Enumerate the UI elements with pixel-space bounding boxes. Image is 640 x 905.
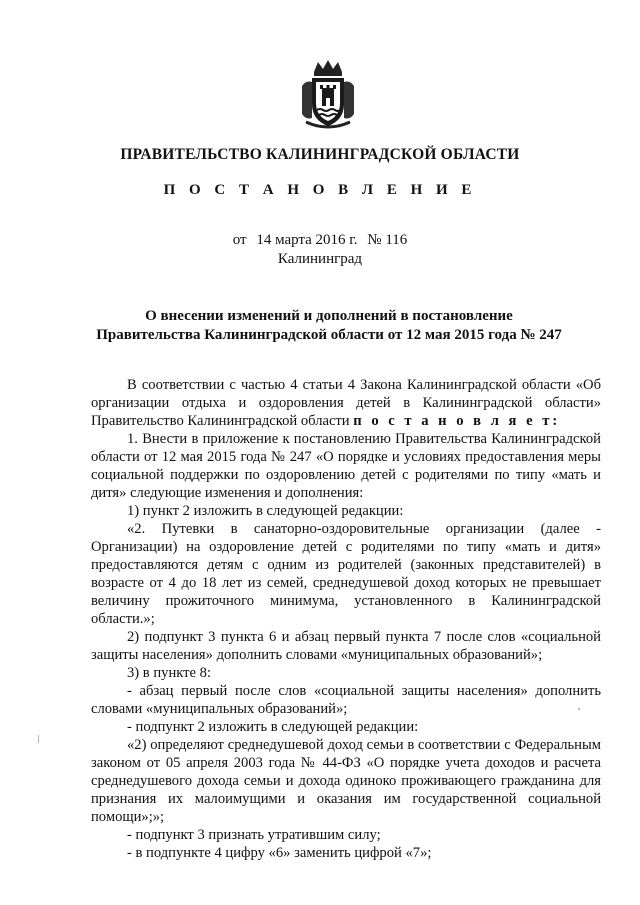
scan-artifact xyxy=(578,708,580,710)
document-subject: О внесении изменений и дополнений в постановление Правительства Калининградской области от 12 мая 2015 года № 247 xyxy=(96,308,562,343)
document-number: № 116 xyxy=(367,232,408,248)
document-city: Калининград xyxy=(277,251,363,267)
document-date: 14 марта 2016 г. xyxy=(256,232,358,248)
paragraph: 1) пункт 2 изложить в следующей редакции: xyxy=(127,503,404,519)
coat-of-arms-icon xyxy=(298,58,358,130)
document-type: П О С Т А Н О В Л Е Н И Е xyxy=(163,182,477,198)
paragraph: - абзац первый после слов «социальной защиты населения» дополнить словами «муниципальных образований»; xyxy=(91,683,601,717)
paragraph: 3) в пункте 8: xyxy=(127,665,212,681)
date-prefix: от xyxy=(232,232,247,248)
preamble-text: В соответствии с частью 4 статьи 4 Закона Калининградской области «Об организации отдыха и оздоровления детей в Калининградской области» Правительство Калининградской области xyxy=(91,377,601,429)
paragraph: - подпункт 3 признать утратившим силу; xyxy=(127,827,381,843)
government-title: ПРАВИТЕЛЬСТВО КАЛИНИНГРАДСКОЙ ОБЛАСТИ xyxy=(120,146,520,163)
paragraph: «2) определяют среднедушевой доход семьи в соответствии с Федеральным законом от 05 апреля 2003 года № 44-ФЗ «О порядке учета доходов и расчета среднедушевого дохода семьи и дохода одиноко проживающего гражданина для признания их малоимущими и оказания им государственной социальной помощи»;»; xyxy=(91,737,601,825)
date-line xyxy=(0,232,640,249)
paragraph: 1. Внести в приложение к постановлению Правительства Калининградской области от 12 мая 2015 года № 247 «О порядке и условиях предоставления меры социальной поддержки по оздоровлению детей с родителями по типу «мать и дитя» следующие изменения и дополнения: xyxy=(91,431,601,501)
paragraph: - подпункт 2 изложить в следующей редакции: xyxy=(127,719,419,735)
paragraph: «2. Путевки в санаторно-оздоровительные организации (далее - Организации) на оздоровление детей с родителями по типу «мать и дитя» предоставляются детям с одним из родителей (законных представителей) в возрасте от 4 до 18 лет из семей, среднедушевой доход которых не превышает величину прожиточного минимума, установленного в Калининградской области.»; xyxy=(91,521,601,627)
preamble-paragraph xyxy=(91,376,601,430)
paragraph: 2) подпункт 3 пункта 6 и абзац первый пункта 7 после слов «социальной защиты населения» дополнить словами «муниципальных образований»; xyxy=(91,629,601,663)
decree-word: п о с т а н о в л я е т: xyxy=(353,413,561,429)
document-body xyxy=(91,376,601,862)
paragraph: - в подпункте 4 цифру «6» заменить цифрой «7»; xyxy=(127,845,432,861)
scan-artifact xyxy=(38,735,39,743)
